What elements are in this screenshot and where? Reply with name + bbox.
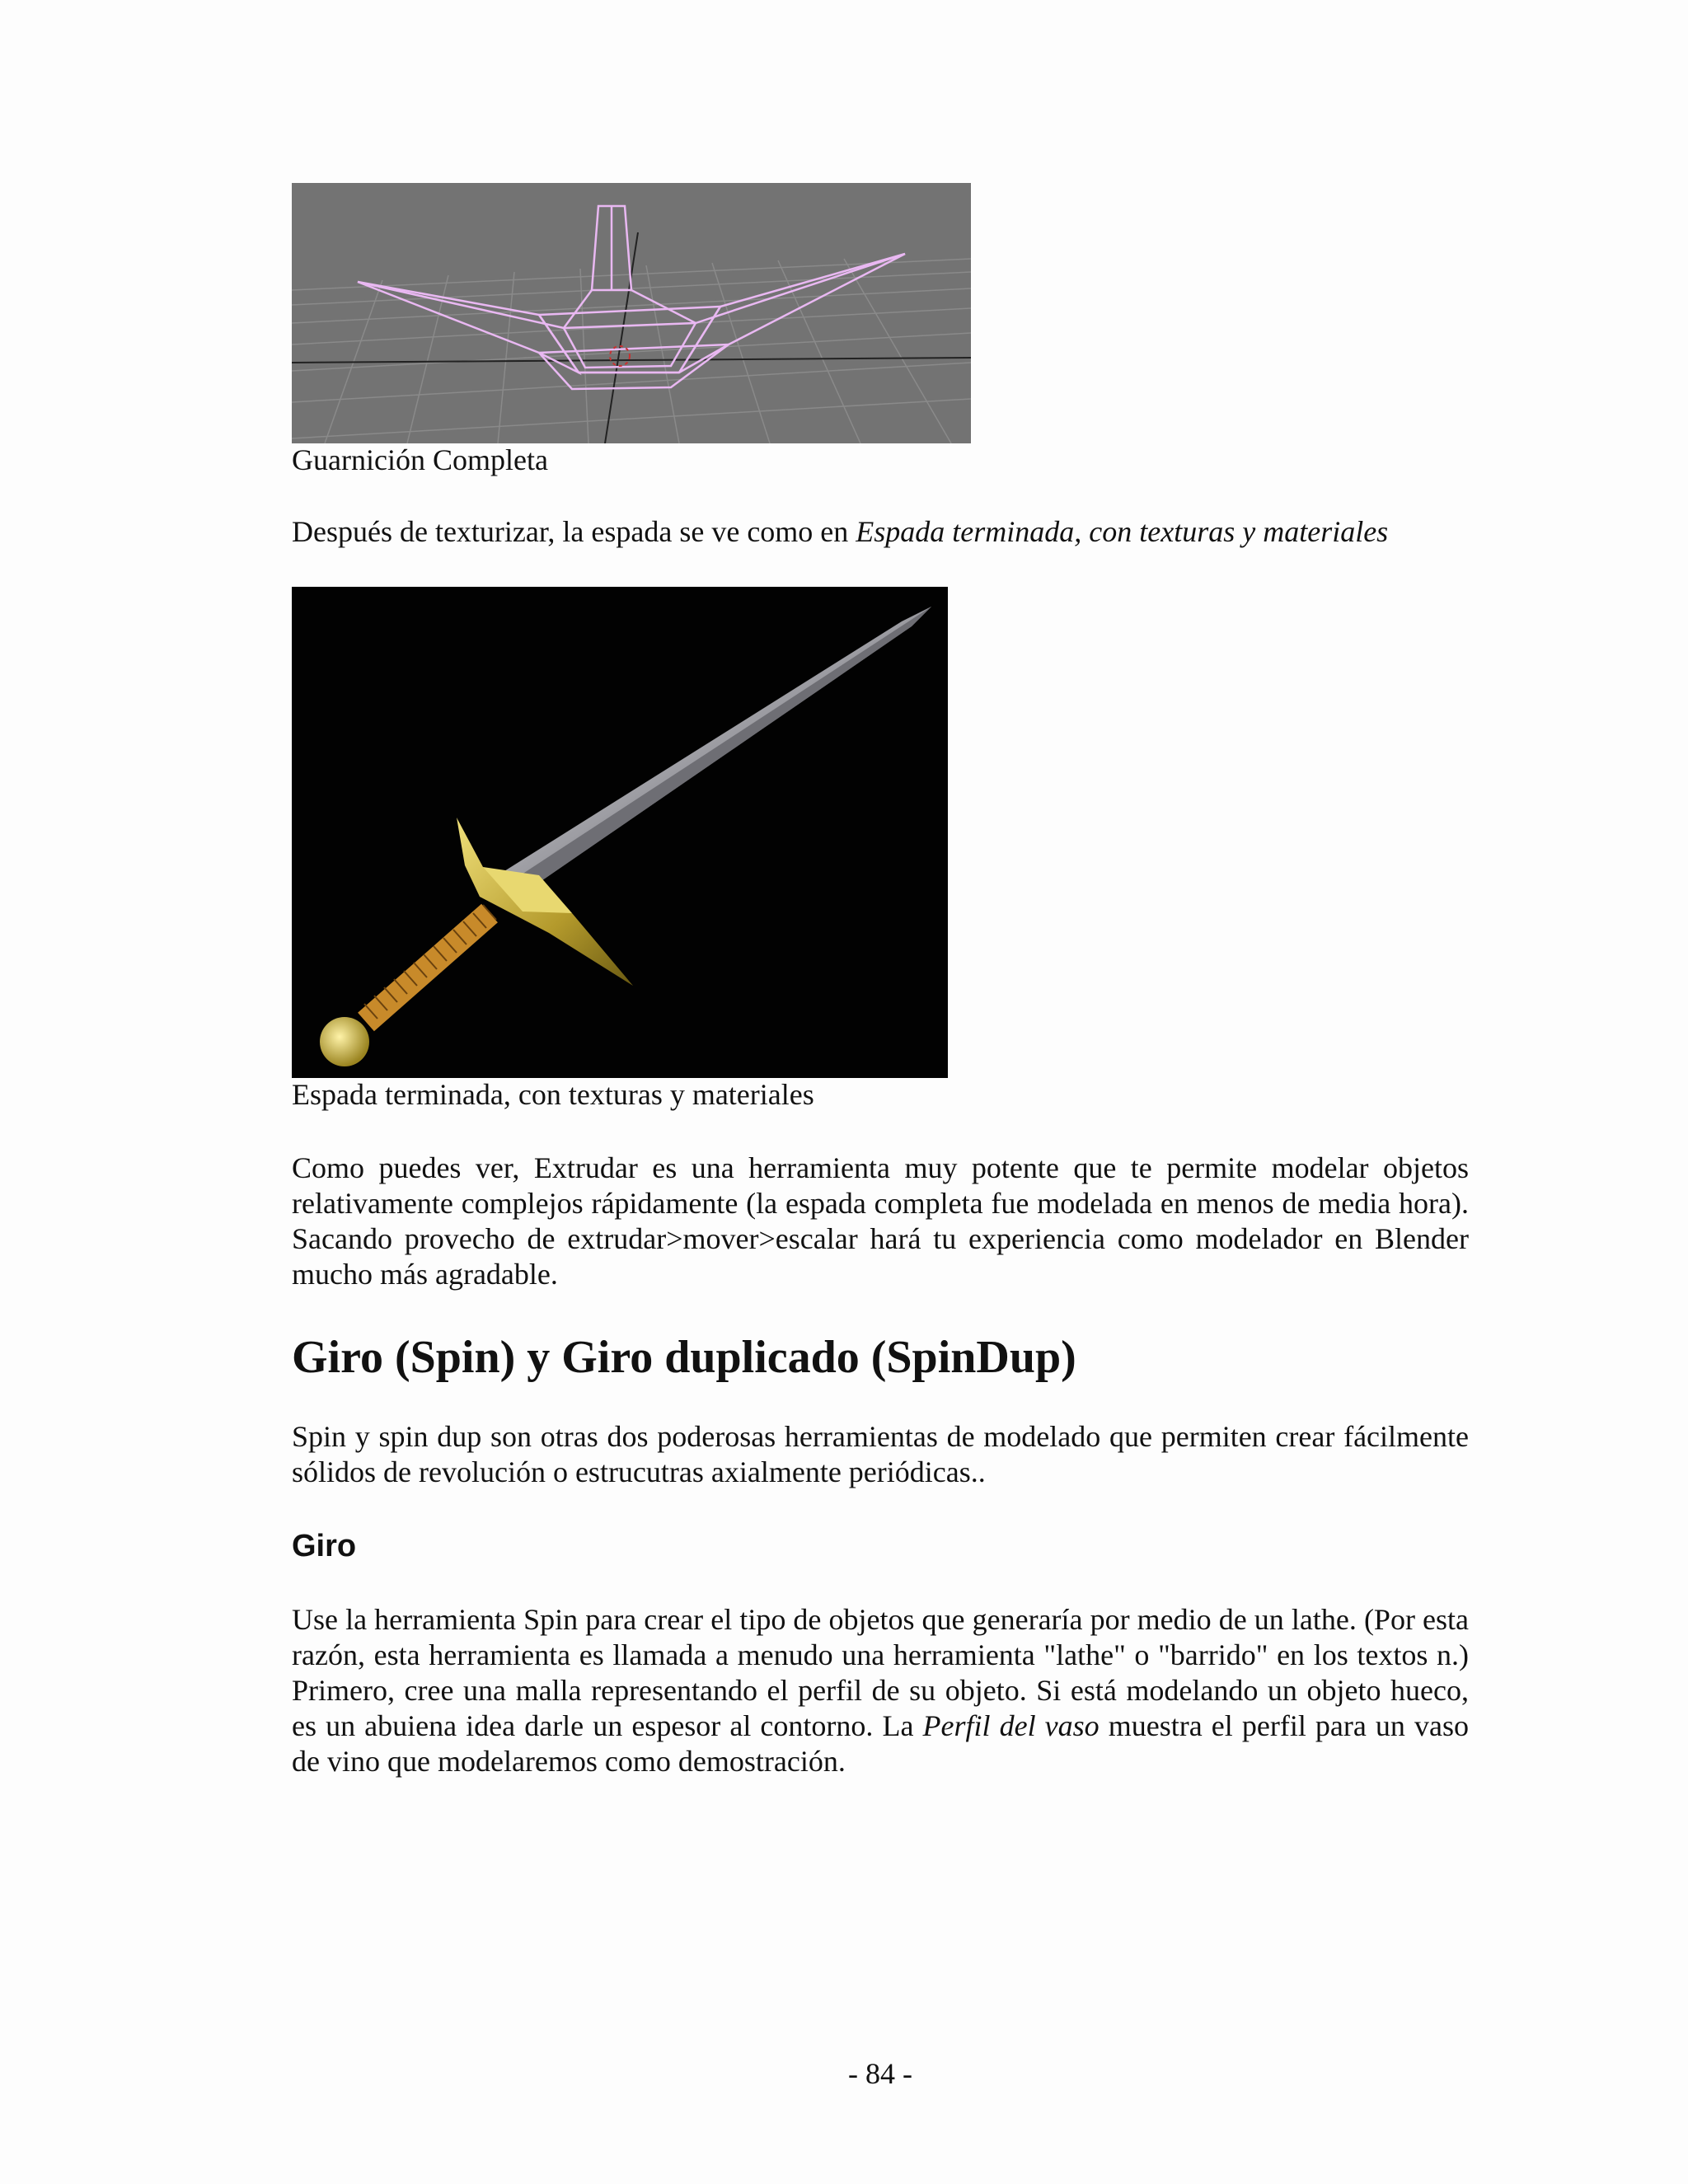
paragraph-spin-intro: Spin y spin dup son otras dos poderosas herramientas de modelado que permiten crear fácilmente sólidos de revolución o estrucutras axialmente periódicas.. — [292, 1420, 1469, 1488]
intro-paragraph — [292, 514, 1469, 550]
paragraph-spin-text: Use la herramienta Spin para crear el tipo de objetos que generaría por medio de un lathe. (Por esta razón, esta herramienta es llamada a menudo una herramienta "lathe" o "barrido" en los textos n.) Primero, cree una malla representando el perfil de su objeto. Si está modelando un objeto hueco, es un abuiena idea darle un espesor al contorno. La — [292, 1603, 1469, 1742]
subsection-heading: Giro — [292, 1529, 357, 1563]
figure-reference-link[interactable]: Espada terminada, con texturas y materiales — [856, 515, 1389, 548]
paragraph-spin-usage — [292, 1602, 1469, 1779]
section-heading: Giro (Spin) y Giro duplicado (SpinDup) — [292, 1332, 1076, 1383]
wireframe-hilt-image — [292, 183, 971, 443]
figure-caption-sword: Espada terminada, con texturas y materiales — [292, 1078, 814, 1111]
paragraph-extrude: Como puedes ver, Extrudar es una herramienta muy potente que te permite modelar objetos relativamente complejos rápidamente (la espada completa fue modelada en menos de media hora). Sacando provecho de extrudar>mover>escalar hará tu experiencia como modelador en Blender mucho más agradable. — [292, 1151, 1469, 1291]
intro-text: Después de texturizar, la espada se ve como en — [292, 515, 856, 548]
paragraph-spin-text-end: muestra el perfil para un vaso de vino que modelaremos como demostración. — [292, 1709, 1469, 1778]
figure-caption-wireframe: Guarnición Completa — [292, 443, 548, 476]
profile-reference-link[interactable]: Perfil del vaso — [922, 1709, 1100, 1742]
finished-sword-image — [292, 587, 948, 1078]
page-number: - 84 - — [848, 2057, 912, 2090]
